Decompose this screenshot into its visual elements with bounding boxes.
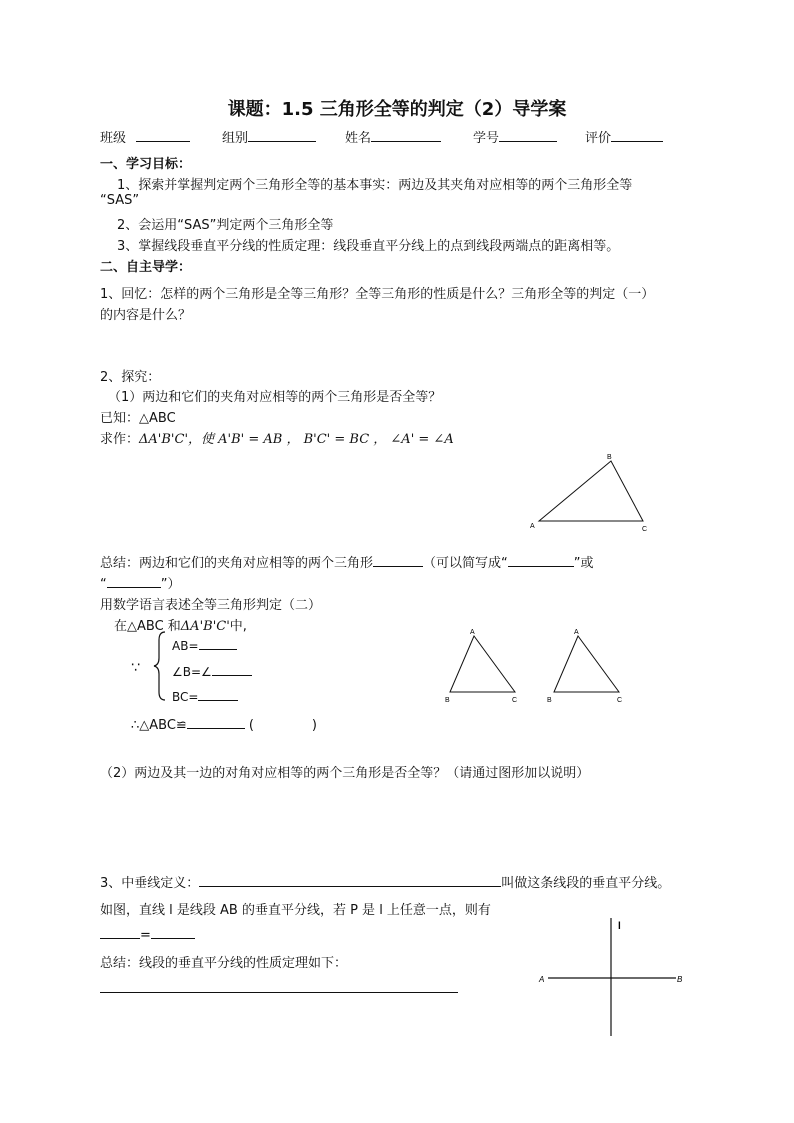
cond3-text: BC=	[172, 690, 199, 704]
name-label: 姓名	[345, 131, 372, 146]
tri2-label-b: B	[445, 697, 450, 704]
summary-text-b: （可以简写成“	[423, 556, 508, 571]
summary-line1	[100, 552, 594, 571]
in-math: ΔA'B'C'	[180, 619, 230, 634]
tri1-label-b: B	[607, 454, 612, 461]
brace-icon	[153, 630, 167, 702]
therefore-text: ∴△ABC≌	[131, 718, 187, 733]
tri1-label-a: A	[530, 523, 535, 530]
condition-1	[172, 637, 237, 653]
label-b: B	[677, 975, 683, 984]
cond2-blank[interactable]	[212, 663, 252, 676]
tri2-label-c: C	[512, 697, 518, 704]
equation-blank-2[interactable]	[151, 926, 195, 939]
paren-open: (	[248, 718, 254, 733]
label-a: A	[539, 975, 545, 984]
summary-blank-1[interactable]	[373, 554, 423, 567]
summary-text-e: ”）	[160, 577, 181, 592]
tri1-label-c: C	[642, 526, 648, 533]
question-2-1: （1）两边和它们的夹角对应相等的两个三角形是否全等？	[108, 390, 442, 405]
condition-3	[172, 688, 238, 704]
group-blank[interactable]	[248, 129, 316, 142]
triangle-3-figure	[544, 624, 629, 706]
page-title: 课题：1.5 三角形全等的判定（2）导学案	[227, 99, 567, 120]
construct-math: ΔA'B'C'，使 A'B' = AB ， B'C' = BC ， ∠A' = ∠A	[139, 432, 454, 447]
known-statement: 已知：△ABC	[100, 411, 176, 426]
id-blank[interactable]	[499, 129, 557, 142]
question-3-figure-text: 如图，直线 l 是线段 AB 的垂直平分线，若 P 是 l 上任意一点，则有	[100, 903, 491, 918]
in-suffix: 中,	[229, 619, 247, 634]
tri2-label-a: A	[470, 629, 475, 636]
summary-blank-3[interactable]	[107, 575, 161, 588]
q3-tail: 叫做这条线段的垂直平分线。	[501, 876, 671, 891]
in-triangles-line	[114, 615, 247, 634]
perpendicular-bisector-figure	[530, 912, 690, 1038]
triangle-abc-figure	[525, 452, 655, 534]
cond3-blank[interactable]	[198, 688, 238, 701]
triangle-abc-shape	[539, 461, 643, 521]
summary-text-a: 总结：两边和它们的夹角对应相等的两个三角形	[100, 556, 374, 571]
objective-2: 2、会运用“SAS”判定两个三角形全等	[117, 218, 334, 233]
therefore-blank[interactable]	[187, 716, 245, 729]
equation-blank-1[interactable]	[100, 926, 140, 939]
paren-close: )	[311, 718, 317, 733]
construct-statement	[100, 428, 454, 447]
objective-3: 3、掌握线段垂直平分线的性质定理：线段垂直平分线上的点到线段两端点的距离相等。	[117, 239, 620, 254]
eval-blank[interactable]	[611, 129, 663, 142]
construct-label: 求作：	[100, 432, 140, 447]
math-language-line: 用数学语言表述全等三角形判定（二）	[100, 598, 322, 613]
q3-definition-blank[interactable]	[199, 874, 501, 887]
cond1-text: AB=	[172, 639, 199, 653]
objective-1-cont: “SAS”	[100, 193, 140, 208]
summary-blank-2[interactable]	[508, 554, 574, 567]
condition-2	[172, 663, 252, 679]
cond1-blank[interactable]	[199, 637, 237, 650]
eval-label: 评价	[585, 131, 612, 146]
self-study-heading: 二、自主导学：	[100, 260, 192, 275]
q3-label: 3、中垂线定义：	[100, 876, 200, 891]
question-1-line2: 的内容是什么？	[100, 308, 192, 323]
therefore-line	[131, 716, 317, 733]
triangle-2-shape	[450, 636, 515, 692]
class-label: 班级	[100, 131, 127, 146]
id-label: 学号	[473, 131, 500, 146]
eval-field	[585, 127, 663, 146]
objective-1: 1、探索并掌握判定两个三角形全等的基本事实：两边及其夹角对应相等的两个三角形全等	[117, 178, 633, 193]
in-prefix: 在△ABC 和	[114, 619, 181, 634]
summary-answer-line[interactable]	[100, 991, 458, 993]
tri3-label-c: C	[617, 697, 623, 704]
tri3-label-a: A	[574, 629, 579, 636]
id-field	[473, 127, 557, 146]
because-symbol: ∵	[131, 660, 140, 676]
question-2: 2、探究：	[100, 370, 161, 385]
equation-line	[100, 926, 195, 943]
summary-text-c: ”或	[573, 556, 594, 571]
class-field	[100, 127, 190, 146]
name-field	[345, 127, 441, 146]
triangle-2-figure	[440, 624, 525, 706]
question-2-2: （2）两边及其一边的对角对应相等的两个三角形是否全等？（请通过图形加以说明）	[100, 766, 590, 781]
summary-line2	[100, 573, 181, 592]
name-blank[interactable]	[371, 129, 441, 142]
equation-sign: =	[140, 928, 151, 943]
label-l: l	[618, 921, 621, 932]
cond2-text: ∠B=∠	[172, 665, 212, 679]
question-1-line1: 1、回忆：怎样的两个三角形是全等三角形？全等三角形的性质是什么？三角形全等的判定（一）	[100, 287, 655, 302]
summary-text-d: “	[100, 577, 107, 592]
objectives-heading: 一、学习目标：	[100, 157, 192, 172]
question-3-line	[100, 872, 670, 891]
class-blank[interactable]	[136, 129, 190, 142]
reason-blank[interactable]	[254, 717, 312, 729]
group-label: 组别	[222, 131, 249, 146]
triangle-3-shape	[554, 636, 619, 692]
question-3-summary: 总结：线段的垂直平分线的性质定理如下：	[100, 956, 348, 971]
group-field	[222, 127, 316, 146]
tri3-label-b: B	[547, 697, 552, 704]
